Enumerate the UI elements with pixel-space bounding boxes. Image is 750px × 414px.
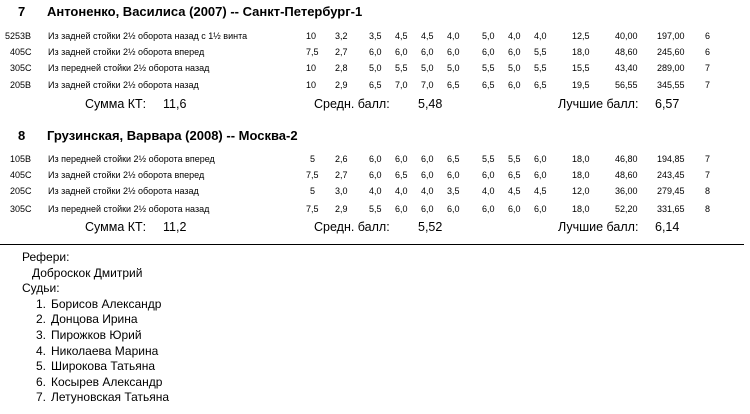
best-score-value: 6,14 [655, 220, 680, 234]
judge-name: Пирожков Юрий [51, 327, 142, 342]
judge-score: 6,0 [447, 204, 460, 214]
average-score-label: Средн. балл: [314, 97, 390, 111]
judge-score: 3,5 [369, 31, 382, 41]
judge-score: 7,0 [395, 80, 408, 90]
raw-score: 19,5 [572, 80, 590, 90]
judge-number: 6. [35, 374, 46, 389]
section-divider [0, 244, 744, 245]
judge-score: 4,0 [395, 186, 408, 196]
dive-difficulty: 2,9 [335, 204, 348, 214]
judge-number: 4. [35, 343, 46, 358]
judge-score: 5,5 [482, 154, 495, 164]
running-total: 245,60 [657, 47, 685, 57]
judge-score: 5,0 [508, 63, 521, 73]
judge-score: 6,5 [369, 80, 382, 90]
dive-tariff: 5 [310, 186, 316, 196]
judge-score: 5,5 [508, 154, 521, 164]
dive-difficulty: 3,2 [335, 31, 348, 41]
dive-points: 36,00 [615, 186, 638, 196]
judge-number: 5. [35, 359, 46, 374]
running-total: 243,45 [657, 170, 685, 180]
judge-score: 6,0 [395, 47, 408, 57]
judge-list-item [22, 328, 169, 344]
dive-code: 105B [10, 154, 32, 164]
athlete-summary [0, 97, 750, 115]
dive-difficulty: 2,9 [335, 80, 348, 90]
judge-score: 4,0 [534, 31, 547, 41]
athlete-header [18, 128, 738, 146]
referee-label: Рефери: [22, 250, 70, 264]
judge-score: 6,0 [482, 204, 495, 214]
judge-score: 6,0 [421, 170, 434, 180]
dive-points: 46,80 [615, 154, 638, 164]
judge-score: 6,0 [421, 154, 434, 164]
dive-row [0, 154, 750, 170]
dive-difficulty: 2,7 [335, 170, 348, 180]
average-score-label: Средн. балл: [314, 220, 390, 234]
raw-score: 18,0 [572, 47, 590, 57]
running-total: 197,00 [657, 31, 685, 41]
judge-score: 4,0 [421, 186, 434, 196]
judge-score: 6,0 [508, 204, 521, 214]
best-score-label: Лучшие балл: [558, 220, 639, 234]
judge-list-item [22, 297, 169, 313]
judges-label: Судьи: [22, 281, 60, 296]
running-place: 7 [705, 154, 711, 164]
referee-name: Доброскок Дмитрий [32, 265, 143, 280]
best-score-label: Лучшие балл: [558, 97, 639, 111]
judge-list-item [22, 344, 169, 360]
dive-points: 56,55 [615, 80, 638, 90]
raw-score: 12,5 [572, 31, 590, 41]
dive-difficulty: 2,6 [335, 154, 348, 164]
judge-name: Борисов Александр [51, 296, 162, 311]
judge-score: 6,5 [508, 170, 521, 180]
judge-score: 7,0 [421, 80, 434, 90]
dive-description: Из задней стойки 2½ оборота назад с 1½ винта [48, 31, 248, 41]
judge-name: Летуновская Татьяна [51, 390, 170, 405]
running-total: 331,65 [657, 204, 685, 214]
judge-score: 6,0 [534, 170, 547, 180]
running-total: 345,55 [657, 80, 685, 90]
raw-score: 12,0 [572, 186, 590, 196]
judge-score: 5,0 [447, 63, 460, 73]
dive-description: Из передней стойки 2½ оборота вперед [48, 154, 215, 164]
judge-score: 6,0 [534, 204, 547, 214]
judge-score: 5,5 [395, 63, 408, 73]
judge-score: 5,5 [482, 63, 495, 73]
judge-score: 4,5 [421, 31, 434, 41]
judge-number: 2. [35, 312, 46, 327]
average-score-value: 5,52 [418, 220, 443, 234]
kt-sum-value: 11,2 [163, 220, 187, 234]
dive-row [0, 63, 750, 79]
running-place: 6 [705, 31, 711, 41]
dive-code: 5253B [5, 31, 32, 41]
kt-sum-value: 11,6 [163, 97, 187, 111]
judge-score: 6,5 [447, 80, 460, 90]
judge-list-item [22, 359, 169, 375]
dive-points: 48,60 [615, 47, 638, 57]
dive-points: 43,40 [615, 63, 638, 73]
dive-description: Из передней стойки 2½ оборота назад [48, 204, 210, 214]
judge-number: 7. [35, 390, 46, 405]
judge-score: 4,5 [395, 31, 408, 41]
judge-score: 4,0 [482, 186, 495, 196]
dive-tariff: 10 [306, 80, 317, 90]
judge-score: 6,0 [508, 80, 521, 90]
raw-score: 18,0 [572, 204, 590, 214]
raw-score: 15,5 [572, 63, 590, 73]
dive-description: Из передней стойки 2½ оборота назад [48, 63, 210, 73]
judge-score: 6,0 [395, 154, 408, 164]
judge-score: 6,5 [395, 170, 408, 180]
judge-score: 5,5 [534, 47, 547, 57]
judge-score: 4,0 [369, 186, 382, 196]
dive-code: 405C [10, 170, 32, 180]
athlete-name: Грузинская, Варвара (2008) -- Москва-2 [47, 128, 298, 143]
dive-code: 305C [10, 63, 32, 73]
kt-sum-label: Сумма КТ: [85, 220, 147, 234]
athlete-rank: 7 [18, 4, 26, 19]
dive-difficulty: 2,7 [335, 47, 348, 57]
running-total: 279,45 [657, 186, 685, 196]
dive-description: Из задней стойки 2½ оборота вперед [48, 47, 205, 57]
dive-row [0, 47, 750, 63]
athlete-summary [0, 220, 750, 238]
dive-tariff: 10 [306, 31, 317, 41]
judge-score: 4,0 [508, 31, 521, 41]
judge-name: Николаева Марина [51, 343, 159, 358]
dive-row [0, 186, 750, 202]
judge-list-item [22, 375, 169, 391]
judge-score: 6,0 [369, 47, 382, 57]
judge-score: 6,0 [421, 204, 434, 214]
dive-description: Из задней стойки 2½ оборота назад [48, 80, 199, 90]
dive-code: 405C [10, 47, 32, 57]
dive-difficulty: 2,8 [335, 63, 348, 73]
running-total: 289,00 [657, 63, 685, 73]
judge-score: 6,5 [534, 80, 547, 90]
judge-name: Донцова Ирина [51, 312, 138, 327]
dive-points: 48,60 [615, 170, 638, 180]
kt-sum-label: Сумма КТ: [85, 97, 147, 111]
judge-score: 6,0 [482, 47, 495, 57]
judge-score: 5,5 [369, 204, 382, 214]
judge-name: Косырев Александр [51, 374, 163, 389]
officials-block [22, 250, 169, 406]
judge-score: 6,0 [369, 170, 382, 180]
judge-score: 6,0 [447, 47, 460, 57]
dive-row [0, 204, 750, 220]
judge-score: 4,5 [534, 186, 547, 196]
dive-row [0, 80, 750, 96]
judge-score: 6,0 [369, 154, 382, 164]
judge-score: 5,0 [482, 31, 495, 41]
judge-score: 6,0 [482, 170, 495, 180]
running-place: 7 [705, 80, 711, 90]
judge-score: 6,5 [482, 80, 495, 90]
best-score-value: 6,57 [655, 97, 680, 111]
dive-tariff: 7,5 [306, 47, 319, 57]
judge-list-item [22, 312, 169, 328]
dive-points: 40,00 [615, 31, 638, 41]
running-place: 7 [705, 63, 711, 73]
running-place: 6 [705, 47, 711, 57]
judge-list-item [22, 390, 169, 406]
dive-description: Из задней стойки 2½ оборота назад [48, 186, 199, 196]
raw-score: 18,0 [572, 170, 590, 180]
raw-score: 18,0 [572, 154, 590, 164]
average-score-value: 5,48 [418, 97, 443, 111]
dive-row [0, 31, 750, 47]
dive-tariff: 5 [310, 154, 316, 164]
judge-score: 6,0 [395, 204, 408, 214]
judge-score: 5,0 [421, 63, 434, 73]
judge-number: 3. [35, 327, 46, 342]
dive-code: 205B [10, 80, 32, 90]
judge-number: 1. [35, 296, 46, 311]
judge-score: 4,5 [508, 186, 521, 196]
dive-tariff: 7,5 [306, 204, 319, 214]
dive-description: Из задней стойки 2½ оборота вперед [48, 170, 205, 180]
athlete-name: Антоненко, Василиса (2007) -- Санкт-Петербург-1 [47, 4, 363, 19]
athlete-rank: 8 [18, 128, 26, 143]
running-place: 8 [705, 186, 711, 196]
judge-score: 6,0 [447, 170, 460, 180]
judge-score: 6,0 [421, 47, 434, 57]
dive-tariff: 10 [306, 63, 317, 73]
judge-score: 4,0 [447, 31, 460, 41]
dive-tariff: 7,5 [306, 170, 319, 180]
dive-code: 205C [10, 186, 32, 196]
running-place: 7 [705, 170, 711, 180]
running-total: 194,85 [657, 154, 685, 164]
judge-score: 6,0 [508, 47, 521, 57]
judge-score: 3,5 [447, 186, 460, 196]
dive-row [0, 170, 750, 186]
judge-score: 5,5 [534, 63, 547, 73]
dive-points: 52,20 [615, 204, 638, 214]
judge-score: 6,0 [534, 154, 547, 164]
dive-code: 305C [10, 204, 32, 214]
dive-difficulty: 3,0 [335, 186, 348, 196]
judge-score: 6,5 [447, 154, 460, 164]
judge-name: Широкова Татьяна [51, 359, 156, 374]
judge-score: 5,0 [369, 63, 382, 73]
running-place: 8 [705, 204, 711, 214]
athlete-header [18, 4, 738, 22]
